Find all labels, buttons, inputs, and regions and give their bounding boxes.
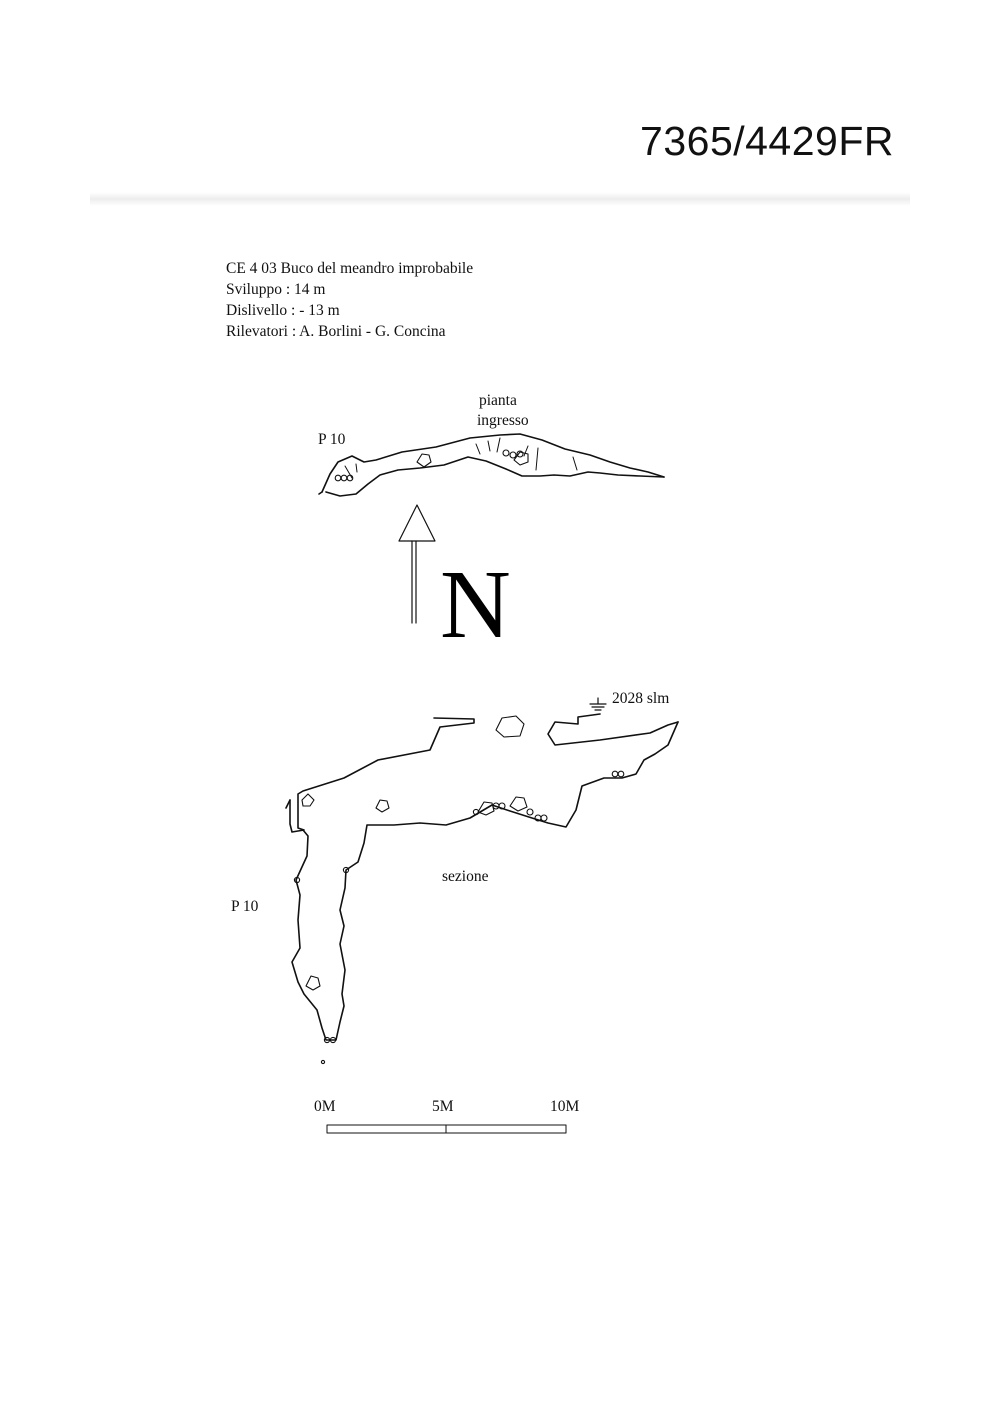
scale-label-10: 10M (550, 1098, 580, 1115)
plan-pit-label: P 10 (318, 431, 346, 448)
section-pebble (541, 815, 547, 821)
entrance-elevation-marker (590, 698, 606, 710)
cave-name: CE 4 03 Buco del meandro improbabile (226, 260, 474, 277)
section-boulder (306, 976, 320, 990)
north-arrow-shaft (412, 541, 416, 623)
plan-pebble (335, 475, 341, 481)
section-pebble (321, 1060, 324, 1063)
scale-label-0: 0M (314, 1098, 336, 1115)
plan-title-line2: ingresso (477, 412, 529, 429)
catalog-code: 7365/4429FR (640, 118, 894, 164)
section-pebble (618, 771, 624, 777)
scale-bar (327, 1125, 566, 1133)
plan-outline (319, 434, 664, 496)
section-outline (286, 698, 678, 1040)
cave-surveyors: Rilevatori : A. Borlini - G. Concina (226, 323, 446, 340)
cave-depth: Dislivello : - 13 m (226, 302, 340, 319)
north-letter: N (440, 551, 511, 659)
section-boulder (496, 716, 524, 737)
section-elevation-label: 2028 slm (612, 690, 670, 707)
section-title: sezione (442, 868, 489, 885)
plan-title-line1: pianta (479, 392, 517, 409)
section-pit-label: P 10 (231, 898, 259, 915)
section-pebble (612, 771, 618, 777)
scale-label-5: 5M (432, 1098, 454, 1115)
section-boulder (510, 797, 527, 811)
plan-boulder (417, 454, 431, 467)
north-arrow (399, 505, 435, 623)
cave-development: Sviluppo : 14 m (226, 281, 326, 298)
north-arrow-head (399, 505, 435, 541)
plan-pebble (510, 452, 516, 458)
section-boulder (376, 800, 389, 812)
section-boulder (302, 794, 314, 806)
section-pebble (527, 809, 533, 815)
plan-pebble (503, 450, 509, 456)
plan-pebble (341, 475, 347, 481)
